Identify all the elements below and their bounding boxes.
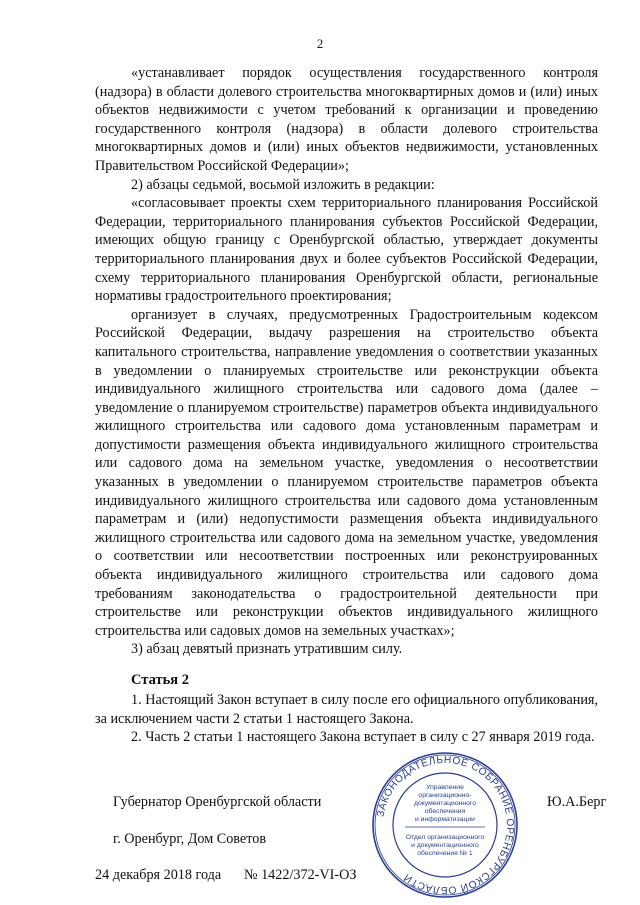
paragraph: 1. Настоящий Закон вступает в силу после его официального опубликования, за исключением части 2 статьи 1 настоящего Закона. <box>95 692 598 727</box>
signing-place: г. Оренбург, Дом Советов <box>113 831 267 847</box>
signatory-title: Губернатор Оренбургской области <box>113 794 322 810</box>
svg-text:документационного: документационного <box>413 800 477 807</box>
svg-text:Управление: Управление <box>426 784 464 791</box>
article-title: Статья 2 <box>131 672 189 688</box>
paragraph: 2. Часть 2 статьи 1 настоящего Закона вступает в силу с 27 января 2019 года. <box>131 729 595 746</box>
law-number: № 1422/372-VI-ОЗ <box>244 867 357 883</box>
seal-outer-ring <box>373 753 517 897</box>
page-number: 2 <box>316 36 324 51</box>
svg-text:организационно-: организационно- <box>418 792 472 799</box>
seal-inner-text <box>405 784 485 857</box>
svg-text:обеспечения: обеспечения <box>424 808 466 815</box>
svg-text:и документационного: и документационного <box>411 842 479 849</box>
paragraph: 3) абзац девятый признать утратившим силу. <box>131 641 403 658</box>
svg-text:Отдел организационного: Отдел организационного <box>405 834 485 841</box>
seal-outer-text: ЗАКОНОДАТЕЛЬНОЕ СОБРАНИЕ ОРЕНБУРГСКОЙ ОБЛАСТИ <box>375 754 516 896</box>
svg-text:обеспечения № 1: обеспечения № 1 <box>417 850 473 857</box>
article-text <box>95 691 598 747</box>
signing-date: 24 декабря 2018 года <box>95 867 222 883</box>
amendment-text <box>95 64 598 659</box>
paragraph: 2) абзацы седьмой, восьмой изложить в редакции: <box>131 176 435 193</box>
paragraph: «согласовывает проекты схем территориального планирования Российской Федерации, территориального планирования субъектов Российской Федерации, имеющих общую границу с Оренбургской областью, утверждает документы территориального планирования двух и более субъектов Российской Федерации, схему территориального планирования Оренбургской области, региональные нормативы градостроительного проектирования; <box>95 195 598 305</box>
signatory-name: Ю.А.Берг <box>547 794 607 810</box>
paragraph: организует в случаях, предусмотренных Градостроительным кодексом Российской Федерации, выдачу разрешения на строительство объекта капитального строительства, направление уведомления о соответствии указанных в уведомлении о планируемых строительстве или реконструкции объекта индивидуального жилищного строительства или садового дома (далее – уведомление о планируемом строительстве) параметров объекта индивидуального жилищного строительства или садового дома установленным параметрам и допустимости размещения объекта индивидуального жилищного строительства или садового дома на земельном участке, уведомления о несоответствии указанных в уведомлении о планируемом строительстве параметров объекта индивидуального жилищного строительства или садового дома установленным параметрам и (или) недопустимости размещения объекта индивидуального жилищного строительства или садового дома на земельном участке, уведомления о соответствии или несоответствии построенных или реконструированных объекта индивидуального жилищного строительства или садового дома требованиям законодательства о градостроительной деятельности при строительстве или реконструкции объектов индивидуального жилищного строительства или садовых домов на земельных участках»; <box>95 306 598 639</box>
official-seal <box>371 751 519 899</box>
svg-text:и информатизации: и информатизации <box>415 816 475 823</box>
paragraph: «устанавливает порядок осуществления государственного контроля (надзора) в области долевого строительства многоквартирных домов и (или) иных объектов недвижимости с учетом требований к организации и проведению государственного контроля (надзора) в области долевого строительства многоквартирных домов и (или) иных объектов недвижимости, установленных Правительством Российской Федерации»; <box>95 65 598 174</box>
